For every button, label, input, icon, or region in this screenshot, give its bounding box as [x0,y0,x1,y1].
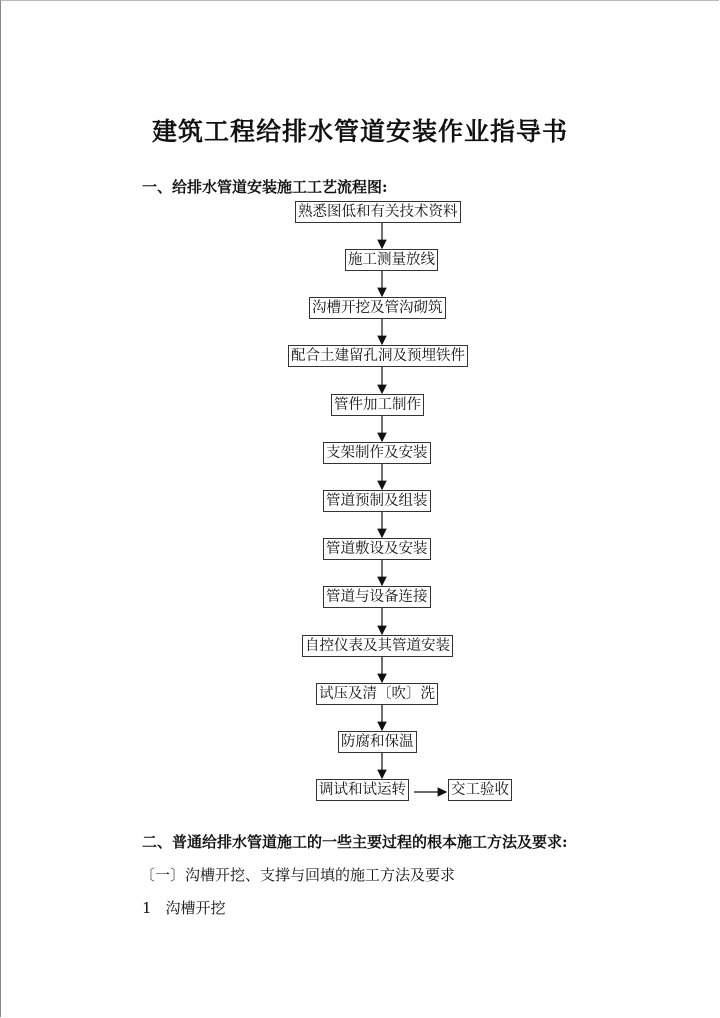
subsection-heading-1: 〔一〕沟槽开挖、支撑与回填的施工方法及要求 [140,866,456,884]
flow-step-8: 管道敷设及安装 [323,538,431,560]
flow-step-10: 自控仪表及其管道安装 [302,635,453,657]
document-title: 建筑工程给排水管道安装作业指导书 [151,117,568,146]
section-heading-1: 一、给排水管道安装施工工艺流程图: [142,178,388,196]
flow-step-3: 沟槽开挖及管沟砌筑 [309,297,446,319]
flow-step-5: 管件加工制作 [331,394,424,416]
flow-final-step: 交工验收 [448,779,512,801]
flow-step-2: 施工测量放线 [345,249,438,271]
flow-step-13: 调试和试运转 [316,779,409,801]
flow-step-6: 支架制作及安装 [323,442,431,464]
numbered-item-1 [142,897,226,918]
flow-step-7: 管道预制及组装 [323,490,431,512]
flow-step-9: 管道与设备连接 [323,586,431,608]
flow-step-11: 试压及清〔吹〕洗 [316,683,438,705]
item-text: 沟槽开挖 [165,899,226,917]
flow-step-12: 防腐和保温 [338,731,417,753]
flow-step-1: 熟悉图低和有关技术资料 [295,201,461,223]
flow-step-4: 配合土建留孔洞及预埋铁件 [288,345,468,367]
section-heading-2: 二、普通给排水管道施工的一些主要过程的根本施工方法及要求: [142,833,568,851]
item-number: 1 [142,899,152,917]
